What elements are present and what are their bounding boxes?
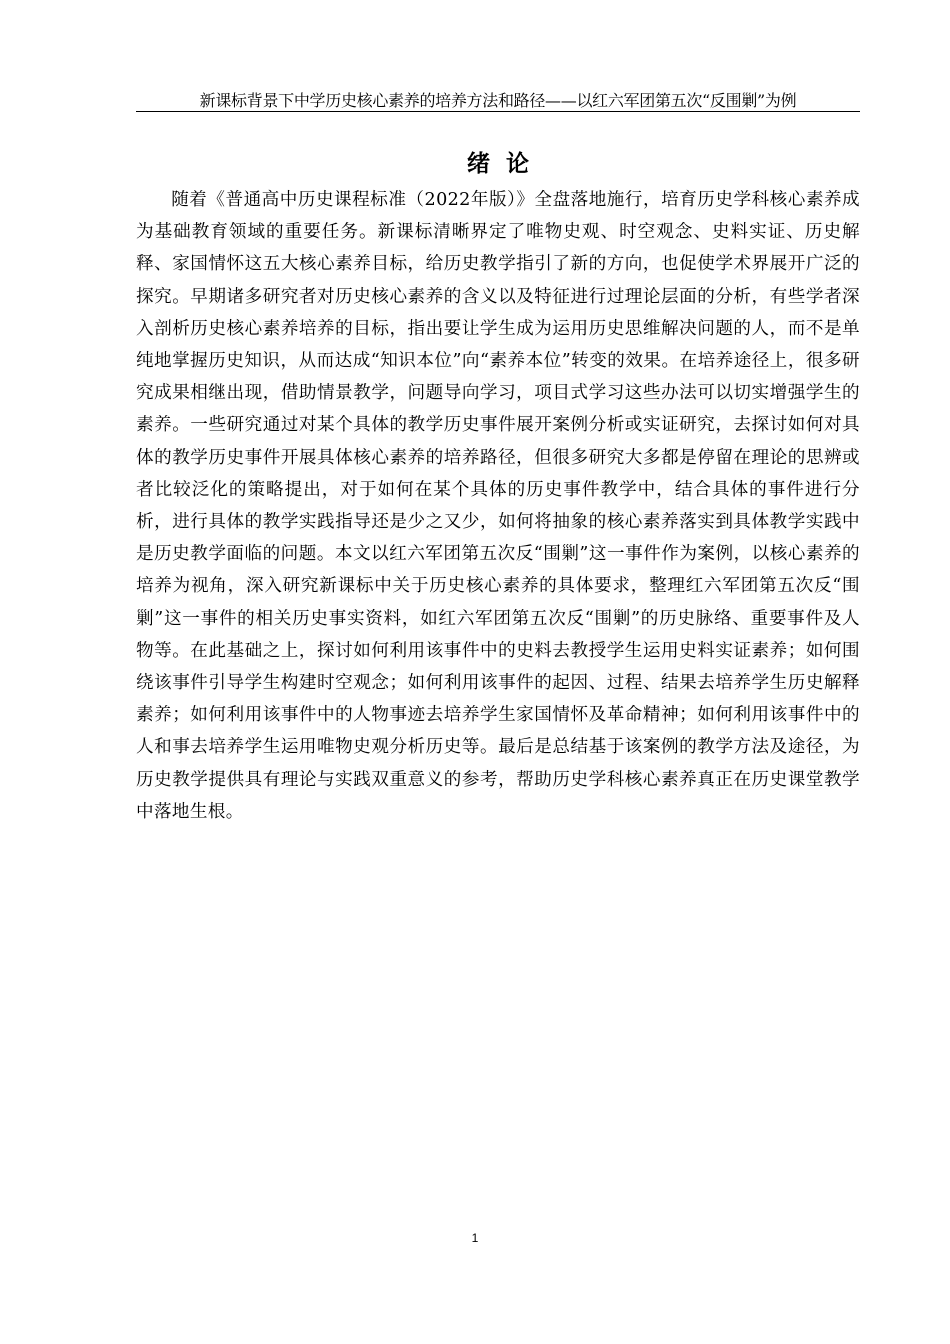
section-title: 绪论 bbox=[467, 151, 545, 177]
running-header: 新课标背景下中学历史核心素养的培养方法和路径——以红六军团第五次“反围剿”为例 bbox=[199, 91, 797, 110]
body-paragraph: 随着《普通高中历史课程标准（2022年版）》全盘落地施行，培育历史学科核心素养成为基础教育领域的重要任务。新课标清晰界定了唯物史观、时空观念、史料实证、历史解释、家国情怀这五大核心素养目标，给历史教学指引了新的方向，也促使学术界展开广泛的探究。早期诸多研究者对历史核心素养的含义以及特征进行过理论层面的分析，有些学者深入剖析历史核心素养培养的目标，指出要让学生成为运用历史思维解决问题的人，而不是单纯地掌握历史知识，从而达成“知识本位”向“素养本位”转变的效果。在培养途径上，很多研究成果相继出现，借助情景教学，问题导向学习，项目式学习这些办法可以切实增强学生的素养。一些研究通过对某个具体的教学历史事件展开案例分析或实证研究，去探讨如何对具体的教学历史事件开展具体核心素养的培养路径，但很多研究大多都是停留在理论的思辨或者比较泛化的策略提出，对于如何在某个具体的历史事件教学中，结合具体的事件进行分析，进行具体的教学实践指导还是少之又少，如何将抽象的核心素养落实到具体教学实践中是历史教学面临的问题。本文以红六军团第五次反“围剿”这一事件作为案例，以核心素养的培养为视角，深入研究新课标中关于历史核心素养的具体要求，整理红六军团第五次反“围剿”这一事件的相关历史事实资料，如红六军团第五次反“围剿”的历史脉络、重要事件及人物等。在此基础之上，探讨如何利用该事件中的史料去教授学生运用史料实证素养；如何围绕该事件引导学生构建时空观念；如何利用该事件的起因、过程、结果去培养学生历史解释素养；如何利用该事件中的人物事迹去培养学生家国情怀及革命精神；如何利用该事件中的人和事去培养学生运用唯物史观分析历史等。最后是总结基于该案例的教学方法及途径，为历史教学提供具有理论与实践双重意义的参考，帮助历史学科核心素养真正在历史课堂教学中落地生根。 bbox=[136, 190, 860, 822]
header-divider bbox=[136, 111, 860, 112]
page-number: 1 bbox=[471, 1231, 479, 1245]
